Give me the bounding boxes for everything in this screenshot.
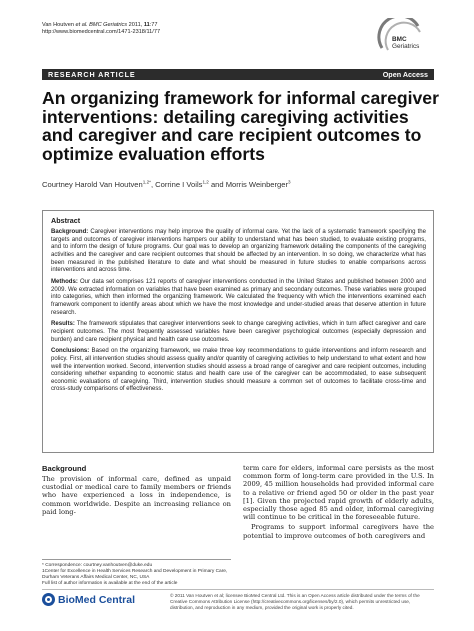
abstract-methods [51, 279, 426, 317]
background-label: Background: [51, 229, 89, 235]
journal-logo-bmc: BMC [392, 36, 407, 43]
abstract-background [51, 229, 426, 275]
abstract-box [42, 210, 434, 453]
citation-year: 2011, [127, 22, 144, 28]
body-left-column [42, 464, 231, 516]
license-text: © 2011 Van Houtven et al; licensee BioMed Central Ltd. This is an Open Access article distributed under the terms of the Creative Commons Attribution License (http://creativecommons.org/licenses/by/2.0), which permits unrestricted use, distribution, and reproduction in any medium, provided the original work is properly cited. [170, 593, 420, 610]
journal-logo-name: Geriatrics [392, 43, 420, 50]
conclusions-text: Based on the organizing framework, we make three key recommendations to guide interventions and inform research and policy. First, all intervention studies should assess quality and/or quantity of caregiving activities to help understand to what extent and how well the intervention worked. Second, intervention studies should assess a broad range of caregiver and care recipient outcomes, including considering whether expanding to economic status and health care use of the caregiver can be accommodated, to ease subsequent economic evaluations of caregiving. Third, intervention studies should measure a common set of outcomes to facilitate cross-time and cross-study comparisons of effectiveness. [51, 348, 426, 393]
citation-header [42, 22, 160, 36]
results-label: Results: [51, 321, 75, 328]
author-3[interactable]: and Morris Weinberger [208, 180, 289, 189]
footer-divider [42, 589, 434, 590]
author-list [42, 180, 291, 189]
author-2-affiliation: 1,2 [202, 179, 209, 185]
body-paragraph-right-2: Programs to support informal caregivers have the potential to improve outcomes of both caregivers and [243, 523, 434, 540]
body-right-column [243, 464, 434, 540]
footnotes [42, 559, 231, 587]
conclusions-label: Conclusions: [51, 348, 90, 355]
citation-etal: et al. [75, 22, 88, 28]
results-text: The framework stipulates that caregiver interventions seek to change caregiving activities, which in turn affect caregiver and care recipient outcomes. The most frequently assessed variables have been caregiver psychological outcomes (especially depression and burden) and care recipient physical and health care use outcomes. [51, 321, 426, 343]
correspondence-note: * Correspondence: courtney.vanhoutven@duke.edu [42, 563, 153, 568]
journal-logo [374, 18, 436, 58]
author-2[interactable]: , Corrine I Voils [150, 180, 203, 189]
citation-volume: 11 [143, 22, 150, 28]
citation-article: :77 [149, 22, 158, 28]
author-3-affiliation: 3 [288, 179, 291, 185]
section-heading-background: Background [42, 464, 87, 473]
citation-line [42, 22, 160, 29]
background-text: Caregiver interventions may help improve the quality of informal care. Yet the lack of a systematic framework specifying the targets and outcomes of caregiver interventions hampers our ability to understand what has been studied, to evaluate existing programs, and to inform the design of future programs. Our goal was to develop an organizing framework detailing the components of the caregiving activities and the caregiver and care recipient outcomes that should be affected by an intervention. In so doing, we characterize what has been measured in the published literature to date and what should be measured in future studies to enable comparisons across interventions and across time. [51, 229, 426, 274]
biomed-central-icon [42, 593, 55, 606]
body-paragraph-left: The provision of informal care, defined as unpaid custodial or medical care to family members or friends who have experienced a loss in independence, is common worldwide. Despite an increasing reliance on paid long- [42, 475, 231, 516]
article-type: RESEARCH ARTICLE [48, 70, 136, 79]
abstract-heading: Abstract [51, 216, 81, 225]
open-access-label: Open Access [382, 70, 428, 79]
publisher-logo [42, 593, 135, 606]
abstract-results [51, 321, 426, 344]
citation-journal: BMC Geriatrics [87, 22, 128, 28]
affiliation-note: 1Center for Excellence in Health Services Research and Development in Primary Care, Durham Veterans Affairs Medical Center, NC, USA [42, 569, 228, 580]
methods-label: Methods: [51, 278, 78, 285]
article-title: An organizing framework for informal caregiver interventions: detailing caregiving activities and caregiver and care recipient outcomes to optimize evaluation efforts [42, 88, 439, 164]
article-type-banner [42, 69, 434, 80]
body-paragraph-right-1: term care for elders, informal care persists as the most common form of long-term care provided in the U.S. In 2009, 45 million households had provided informal care to a relative or friend aged 50 or older in the past year [1]. Given the projected rapid growth of elderly adults, especially those aged 85 and older, informal caregiving will continue to be critical in the foreseeable future. [243, 464, 434, 522]
author-1-affiliation: 1,2* [142, 179, 151, 185]
article-url[interactable]: http://www.biomedcentral.com/1471-2318/11/77 [42, 29, 161, 36]
author-1[interactable]: Courtney Harold Van Houtven [42, 180, 143, 189]
citation-authors: Van Houtven [42, 22, 76, 28]
methods-text: Our data set comprises 121 reports of caregiver interventions conducted in the United States and published between 2000 and 2009. We extracted information on variables that have been examined as primary and secondary outcomes. These variables were grouped into categories, which then informed the organizing framework. We calculated the frequency with which the interventions examined each framework component to identify areas about which we have the most knowledge and under-studied areas that deserve attention in future research. [51, 278, 426, 316]
publisher-name: BioMed Central [58, 593, 136, 606]
author-info-note: Full list of author information is available at the end of the article [42, 581, 178, 586]
abstract-conclusions [51, 348, 426, 394]
